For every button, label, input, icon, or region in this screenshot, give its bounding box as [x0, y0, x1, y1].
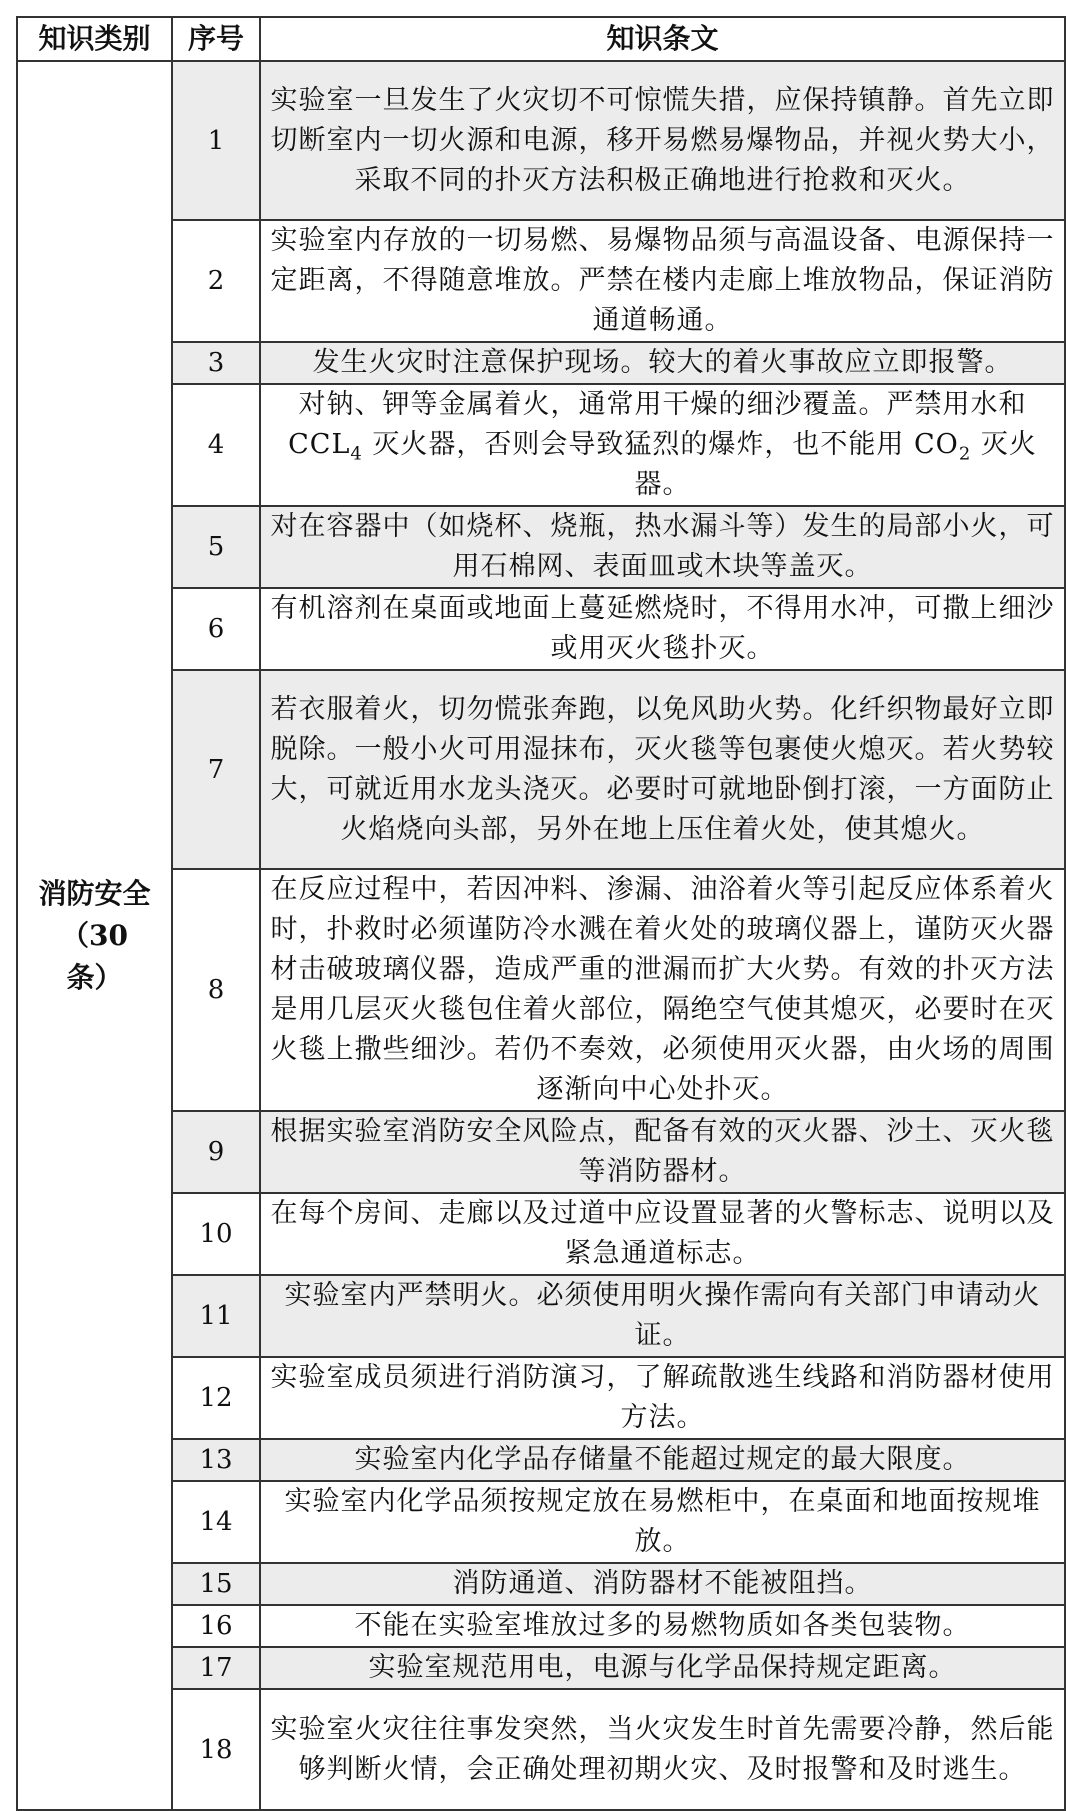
row-text-part: 灭火器，否则会导致猛烈的爆炸，也不能用 CO	[362, 429, 959, 460]
row-text-part: 对钠、钾等金属着火，通常用干燥的细沙覆盖。严禁用水和 CCL	[288, 389, 1027, 460]
table-row	[17, 1357, 1065, 1439]
row-number: 10	[172, 1193, 260, 1275]
table-row	[17, 588, 1065, 670]
row-text: 实验室一旦发生了火灾切不可惊慌失措，应保持镇静。首先立即切断室内一切火源和电源，移开易燃易爆物品，并视火势大小，采取不同的扑灭方法积极正确地进行抢救和灭火。	[260, 61, 1065, 220]
knowledge-table	[16, 16, 1066, 1811]
row-text-part: 灭火器。	[634, 429, 1037, 500]
category-cell	[17, 61, 172, 1810]
row-number: 13	[172, 1439, 260, 1481]
table-row	[17, 1481, 1065, 1563]
category-unit: 条）	[66, 960, 123, 994]
row-text: 实验室火灾往往事发突然，当火灾发生时首先需要冷静，然后能够判断火情，会正确处理初期火灾、及时报警和及时逃生。	[260, 1689, 1065, 1810]
row-number: 8	[172, 869, 260, 1111]
row-text: 对在容器中（如烧杯、烧瓶，热水漏斗等）发生的局部小火，可用石棉网、表面皿或木块等盖灭。	[260, 506, 1065, 588]
row-text: 不能在实验室堆放过多的易燃物质如各类包装物。	[260, 1605, 1065, 1647]
table-row	[17, 342, 1065, 384]
row-number: 3	[172, 342, 260, 384]
subscript-2: 2	[958, 443, 972, 465]
table-row	[17, 1275, 1065, 1357]
table-row	[17, 1563, 1065, 1605]
row-number: 9	[172, 1111, 260, 1193]
row-text: 根据实验室消防安全风险点，配备有效的灭火器、沙土、灭火毯等消防器材。	[260, 1111, 1065, 1193]
row-text-chemistry	[260, 384, 1065, 506]
category-count: （30	[61, 918, 128, 952]
table-row	[17, 1193, 1065, 1275]
row-text: 在反应过程中，若因冲料、渗漏、油浴着火等引起反应体系着火时，扑救时必须谨防冷水溅在着火处的玻璃仪器上，谨防灭火器材击破玻璃仪器，造成严重的泄漏而扩大火势。有效的扑灭方法是用几层灭火毯包住着火部位，隔绝空气使其熄灭，必要时在灭火毯上撒些细沙。若仍不奏效，必须使用灭火器，由火场的周围逐渐向中心处扑灭。	[260, 869, 1065, 1111]
row-number: 18	[172, 1689, 260, 1810]
table-row	[17, 1111, 1065, 1193]
row-text: 消防通道、消防器材不能被阻挡。	[260, 1563, 1065, 1605]
row-number: 2	[172, 220, 260, 342]
fire-safety-table-sheet	[16, 16, 1064, 1811]
table-row	[17, 506, 1065, 588]
row-number: 12	[172, 1357, 260, 1439]
row-text: 实验室内化学品须按规定放在易燃柜中，在桌面和地面按规堆放。	[260, 1481, 1065, 1563]
row-number: 7	[172, 670, 260, 869]
subscript-4: 4	[350, 443, 363, 465]
header-text: 知识条文	[260, 17, 1065, 61]
table-row	[17, 61, 1065, 220]
row-number: 14	[172, 1481, 260, 1563]
row-text: 实验室内严禁明火。必须使用明火操作需向有关部门申请动火证。	[260, 1275, 1065, 1357]
table-row	[17, 670, 1065, 869]
category-name: 消防安全	[38, 876, 151, 910]
row-number: 16	[172, 1605, 260, 1647]
table-row	[17, 1605, 1065, 1647]
row-number: 5	[172, 506, 260, 588]
row-number: 11	[172, 1275, 260, 1357]
table-row	[17, 1689, 1065, 1810]
table-row	[17, 869, 1065, 1111]
row-number: 6	[172, 588, 260, 670]
row-text: 在每个房间、走廊以及过道中应设置显著的火警标志、说明以及紧急通道标志。	[260, 1193, 1065, 1275]
table-row	[17, 220, 1065, 342]
table-row	[17, 1439, 1065, 1481]
header-number: 序号	[172, 17, 260, 61]
table-row	[17, 1647, 1065, 1689]
row-text: 实验室成员须进行消防演习，了解疏散逃生线路和消防器材使用方法。	[260, 1357, 1065, 1439]
row-text: 有机溶剂在桌面或地面上蔓延燃烧时，不得用水冲，可撒上细沙或用灭火毯扑灭。	[260, 588, 1065, 670]
header-row	[17, 17, 1065, 61]
row-text: 发生火灾时注意保护现场。较大的着火事故应立即报警。	[260, 342, 1065, 384]
table-row	[17, 384, 1065, 506]
row-number: 15	[172, 1563, 260, 1605]
row-number: 1	[172, 61, 260, 220]
row-text: 若衣服着火，切勿慌张奔跑，以免风助火势。化纤织物最好立即脱除。一般小火可用湿抹布，灭火毯等包裹使火熄灭。若火势较大，可就近用水龙头浇灭。必要时可就地卧倒打滚，一方面防止火焰烧向头部，另外在地上压住着火处，使其熄火。	[260, 670, 1065, 869]
row-number: 17	[172, 1647, 260, 1689]
row-text: 实验室内化学品存储量不能超过规定的最大限度。	[260, 1439, 1065, 1481]
header-category: 知识类别	[17, 17, 172, 61]
row-number: 4	[172, 384, 260, 506]
row-text: 实验室规范用电，电源与化学品保持规定距离。	[260, 1647, 1065, 1689]
row-text: 实验室内存放的一切易燃、易爆物品须与高温设备、电源保持一定距离，不得随意堆放。严禁在楼内走廊上堆放物品，保证消防通道畅通。	[260, 220, 1065, 342]
